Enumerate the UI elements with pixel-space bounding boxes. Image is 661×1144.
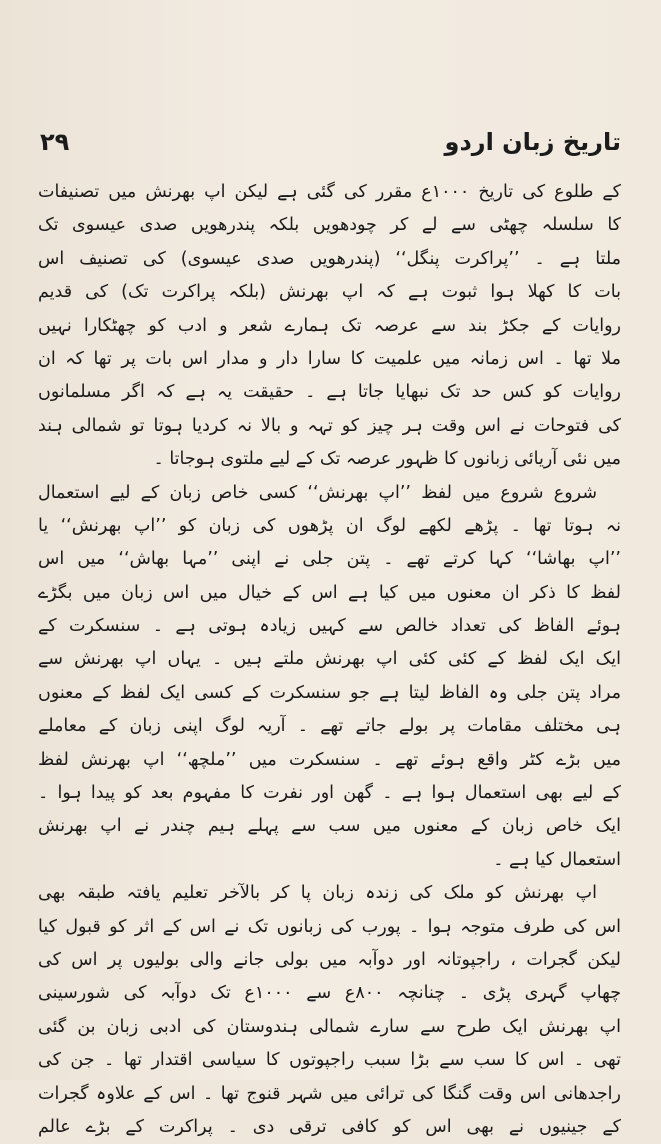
text-line: کے جینیوں نے بھی اس کو کافی ترقی دی ۔ پراکرت کے بڑے عالم (38, 1116, 621, 1137)
text-line: روایات کو کس حد تک نبھایا جاتا ہے ۔ حقیقت یہ ہے کہ اگر مسلمانوں (38, 382, 621, 403)
text-line: بات کا کھلا ہوا ثبوت ہے کہ اپ بھرنش (بلکہ پراکرت تک) کی قدیم (38, 282, 621, 303)
text-line: ’’اپ بھاشا‘‘ کہا کرتے تھے ۔ پتن جلی نے اپنی ’’مہا بھاش‘‘ میں اس (38, 549, 621, 570)
text-line: ملا تھا ۔ اس زمانہ میں علمیت کا سارا دار و مدار اس بات پر تھا کہ ان (38, 348, 621, 369)
text-line: میں نئی آریائی زبانوں کا ظہور عرصہ تک کے لیے ملتوی ہوجاتا ۔ (153, 449, 621, 470)
page-header (40, 128, 621, 164)
text-line: اپ بھرنش ایک طرح سے سارے شمالی ہندوستان کی ادبی زبان بن گئی (38, 1016, 621, 1037)
text-line: میں بڑے کٹر واقع ہوئے تھے ۔ سنسکرت میں ’’ملچھ‘‘ اپ بھرنش لفظ (38, 749, 621, 770)
text-line: نہ ہوتا تھا ۔ پڑھے لکھے لوگ ان پڑھوں کی زبان کو ’’اپ بھرنش‘‘ یا (38, 515, 621, 536)
text-line: استعمال کیا ہے ۔ (493, 849, 621, 870)
text-line: شروع شروع میں لفظ ’’اپ بھرنش‘‘ کسی خاص زبان کے لیے استعمال (38, 482, 597, 503)
text-line: ایک ایک لفظ کے کئی کئی اپ بھرنش ملتے ہیں ۔ یہاں اپ بھرنش سے (38, 649, 621, 670)
page-number: ۲۹ (40, 128, 70, 156)
text-line: اپ بھرنش کو ملک کی زندہ زبان پا کر بالآخر تعلیم یافتہ طبقہ بھی (38, 883, 597, 904)
text-line: روایات کے جکڑ بند سے عرصہ تک ہمارے شعر و ادب کو چھٹکارا نہیں (38, 315, 621, 336)
text-line: چھاپ گہری پڑی ۔ چنانچہ ۸۰۰ع سے ۱۰۰۰ع تک دوآبہ کی شورسینی (38, 983, 622, 1004)
text-line: مراد پتن جلی وہ الفاظ لیتا ہے جو سنسکرت کے کسی ایک لفظ کے معنوں (38, 682, 621, 703)
text-line: ہوئے الفاظ کی تعداد خالص سے کہیں زیادہ ہوتی ہے ۔ سنسکرت کے (38, 616, 621, 637)
text-line: اس کی طرف متوجہ ہوا ۔ پورب کی زبانوں تک نے اس کے اثر کو قبول کیا (38, 916, 621, 937)
body-text (38, 176, 621, 1144)
text-line: لفظ کا ذکر ان معنوں میں کیا ہے اس کے خیال میں اس زبان میں بگڑے (38, 582, 621, 603)
text-line: کی فتوحات نے اس وقت ہر چیز کو تہہ و بالا نہ کردیا ہوتا تو شمالی ہند (38, 415, 621, 436)
text-line: راجدھانی اس وقت گنگا کی ترائی میں شہر قنوج تھا ۔ اس کے علاوہ گجرات (38, 1083, 621, 1104)
text-line: کا سلسلہ چھٹی سے لے کر چودھویں بلکہ پندرھویں صدی عیسوی تک (38, 215, 621, 236)
text-line: ہی مختلف مقامات پر بولے جاتے تھے ۔ آریہ لوگ اپنی زبان کے معاملے (38, 716, 621, 737)
running-title: تاریخ زبان اردو (444, 128, 621, 156)
text-line: تھی ۔ اس کا سب سے بڑا سبب راجپوتوں کا سیاسی اقتدار تھا ۔ جن کی (38, 1050, 621, 1071)
text-line: کے لیے بھی استعمال ہوا ہے ۔ گھن اور نفرت کا مفہوم بعد کو پیدا ہوا ۔ (38, 783, 621, 804)
text-line: لیکن گجرات ، راجپوتانہ اور دوآبہ میں بولی جانے والی بولیوں پر اس کی (38, 949, 621, 970)
text-line: کے طلوع کی تاریخ ۱۰۰۰ع مقرر کی گئی ہے لیکن اپ بھرنش میں تصنیفات (38, 182, 621, 202)
text-line: ایک خاص زبان کے معنوں میں سب سے پہلے ہیم چندر نے اپ بھرنش (38, 816, 621, 837)
text-line: ملتا ہے ۔ ’’پراکرت پنگل‘‘ (پندرھویں صدی عیسوی) کی تصنیف اس (38, 248, 621, 269)
